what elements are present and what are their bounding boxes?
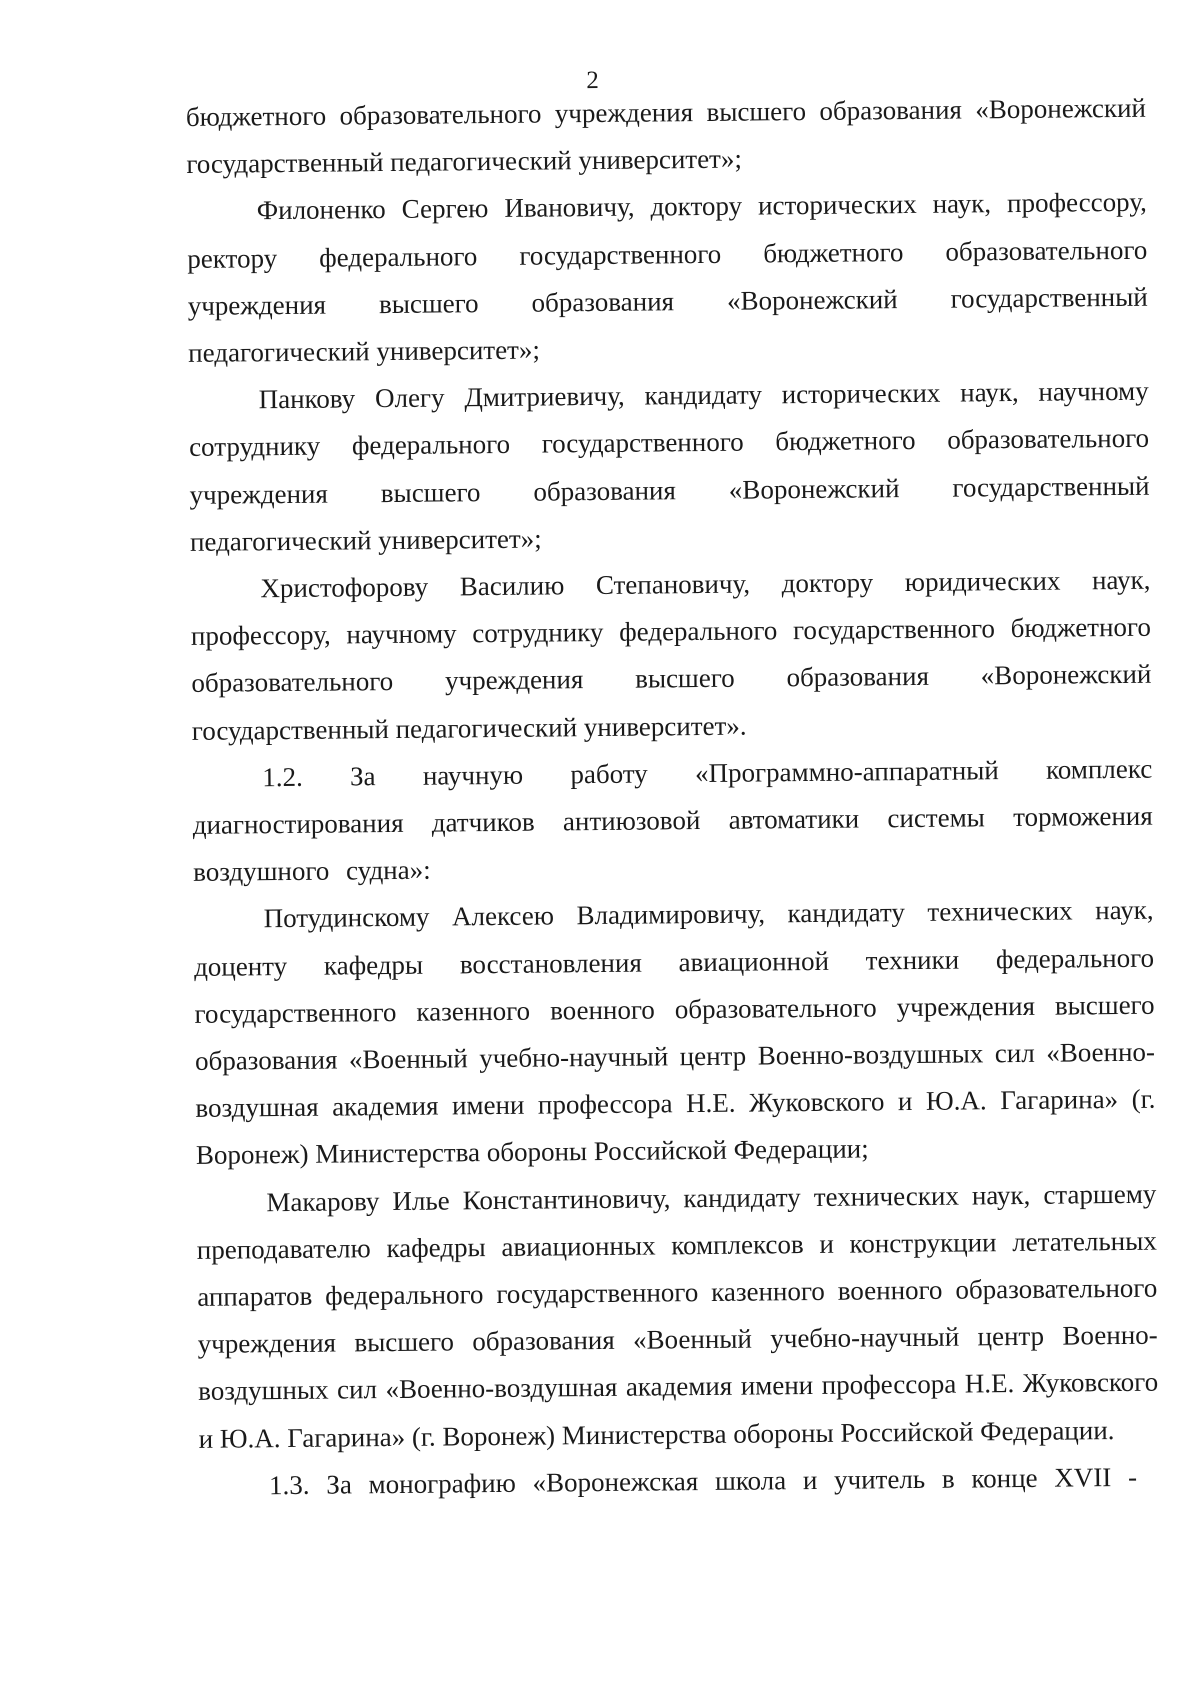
document-body [186, 85, 1160, 1510]
paragraph-pankov: Панкову Олегу Дмитриевичу, кандидату исторических наук, научному сотруднику федерального государственного бюджетного образовательного учреждения высшего образования «Воронежский государственный педагогический университет»; [188, 375, 1150, 557]
paragraph-khristoforov: Христофорову Василию Степановичу, доктору юридических наук, профессору, научному сотруднику федерального государственного бюджетного образовательного учреждения высшего образования «Воронежский государственный педагогический университет». [190, 564, 1152, 746]
page-number: 2 [586, 66, 599, 95]
paragraph-item-1-2: 1.2. За научную работу «Программно-аппаратный комплекс диагностирования датчиков антиюзовой автоматики системы торможения воздушного судна»: [192, 753, 1153, 888]
paragraph-potudinsky: Потудинскому Алексею Владимировичу, кандидату технических наук, доценту кафедры восстановления авиационной техники федерального государственного казенного военного образовательного учреждения высшего образования «Военный учебно-научный центр Военно-воздушных сил «Военно-воздушная академия имени профессора Н.Е. Жуковского и Ю.А. Гагарина» (г. Воронеж) Министерства обороны Российской Федерации; [193, 895, 1156, 1171]
paragraph-continuation: бюджетного образовательного учреждения высшего образования «Воронежский государственный педагогический университет»; [185, 92, 1147, 180]
paragraph-makarov: Макарову Илье Константиновичу, кандидату технических наук, старшему преподавателю кафедры авиационных комплексов и конструкции летательных аппаратов федерального государственного казенного военного образовательного учреждения высшего образования «Военный учебно-научный центр Военно-воздушных сил «Военно-воздушная академия имени профессора Н.Е. Жуковского и Ю.А. Гагарина» (г. Воронеж) Министерства обороны Российской Федерации. [196, 1178, 1159, 1454]
paragraph-filonenko: Филоненко Сергею Ивановичу, доктору исторических наук, профессору, ректору федерального государственного бюджетного образовательного учреждения высшего образования «Воронежский государственный педагогический университет»; [187, 187, 1148, 368]
paragraph-item-1-3: 1.3. За монографию «Воронежская школа и учитель в конце XVII - [268, 1461, 1138, 1501]
